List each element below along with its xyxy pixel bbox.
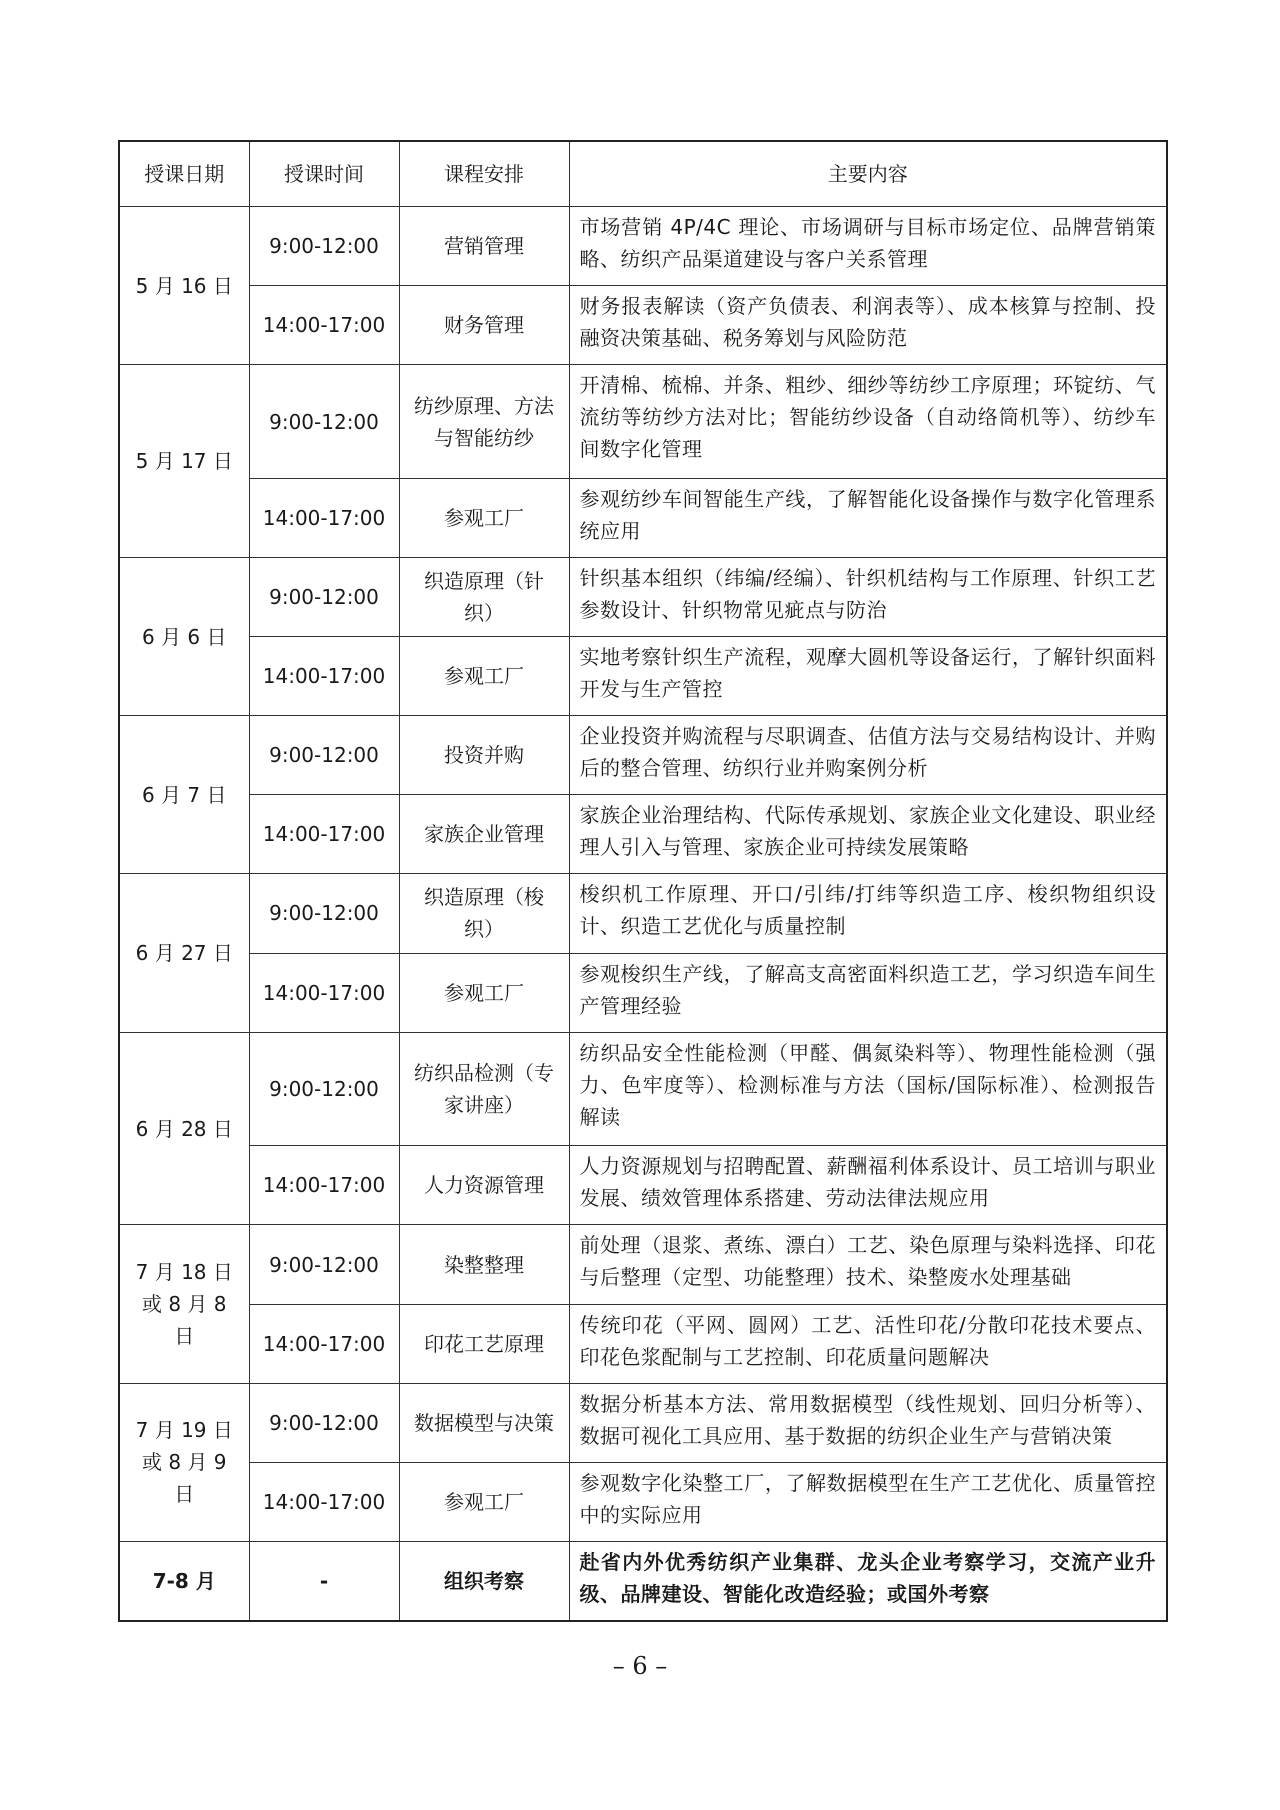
table-row [119,1462,1167,1541]
time-cell: 14:00-17:00 [249,1462,399,1541]
content-cell: 市场营销 4P/4C 理论、市场调研与目标市场定位、品牌营销策略、纺织产品渠道建设与客户关系管理 [569,207,1167,286]
final-row [119,1541,1167,1621]
date-cell: 7 月 18 日或 8 月 8 日 [119,1225,249,1383]
course-cell: 纺纱原理、方法与智能纺纱 [399,365,569,479]
table-row [119,365,1167,479]
table-row [119,207,1167,286]
course-cell: 参观工厂 [399,637,569,716]
course-cell: 纺织品检测（专家讲座） [399,1032,569,1146]
course-cell: 投资并购 [399,716,569,795]
content-cell: 传统印花（平网、圆网）工艺、活性印花/分散印花技术要点、印花色浆配制与工艺控制、印花质量问题解决 [569,1304,1167,1383]
table-row [119,1304,1167,1383]
content-cell: 参观数字化染整工厂，了解数据模型在生产工艺优化、质量管控中的实际应用 [569,1462,1167,1541]
content-cell: 人力资源规划与招聘配置、薪酬福利体系设计、员工培训与职业发展、绩效管理体系搭建、劳动法律法规应用 [569,1146,1167,1225]
time-cell: 14:00-17:00 [249,1146,399,1225]
header-date: 授课日期 [119,141,249,207]
content-cell: 前处理（退浆、煮练、漂白）工艺、染色原理与染料选择、印花与后整理（定型、功能整理）技术、染整废水处理基础 [569,1225,1167,1304]
time-cell: 9:00-12:00 [249,1032,399,1146]
table-row [119,1032,1167,1146]
course-cell: 参观工厂 [399,478,569,557]
date-cell: 5 月 17 日 [119,365,249,558]
table-row [119,716,1167,795]
date-cell: 7-8 月 [119,1541,249,1621]
content-cell: 参观梭织生产线，了解高支高密面料织造工艺，学习织造车间生产管理经验 [569,953,1167,1032]
content-cell: 开清棉、梳棉、并条、粗纱、细纱等纺纱工序原理；环锭纺、气流纺等纺纱方法对比；智能纺纱设备（自动络筒机等）、纺纱车间数字化管理 [569,365,1167,479]
content-cell: 梭织机工作原理、开口/引纬/打纬等织造工序、梭织物组织设计、织造工艺优化与质量控制 [569,874,1167,953]
content-cell: 家族企业治理结构、代际传承规划、家族企业文化建设、职业经理人引入与管理、家族企业可持续发展策略 [569,795,1167,874]
course-cell: 参观工厂 [399,1462,569,1541]
table-row [119,286,1167,365]
time-cell: 14:00-17:00 [249,478,399,557]
time-cell: 14:00-17:00 [249,637,399,716]
table-row [119,795,1167,874]
date-cell: 6 月 7 日 [119,716,249,874]
time-cell: 9:00-12:00 [249,365,399,479]
header-time: 授课时间 [249,141,399,207]
table-row [119,874,1167,953]
time-cell: 9:00-12:00 [249,1225,399,1304]
schedule-table [118,140,1168,1622]
table-row [119,953,1167,1032]
content-cell: 企业投资并购流程与尽职调查、估值方法与交易结构设计、并购后的整合管理、纺织行业并购案例分析 [569,716,1167,795]
page-number: – 6 – [612,1652,668,1680]
content-cell: 赴省内外优秀纺织产业集群、龙头企业考察学习，交流产业升级、品牌建设、智能化改造经验；或国外考察 [569,1541,1167,1621]
table-row [119,1225,1167,1304]
header-course: 课程安排 [399,141,569,207]
date-cell: 7 月 19 日或 8 月 9 日 [119,1383,249,1541]
table-row [119,558,1167,637]
time-cell: 9:00-12:00 [249,558,399,637]
time-cell: - [249,1541,399,1621]
time-cell: 9:00-12:00 [249,716,399,795]
content-cell: 针织基本组织（纬编/经编）、针织机结构与工作原理、针织工艺参数设计、针织物常见疵点与防治 [569,558,1167,637]
course-cell: 营销管理 [399,207,569,286]
course-cell: 染整整理 [399,1225,569,1304]
course-cell: 织造原理（梭织） [399,874,569,953]
time-cell: 14:00-17:00 [249,795,399,874]
date-cell: 6 月 28 日 [119,1032,249,1225]
course-cell: 数据模型与决策 [399,1383,569,1462]
time-cell: 14:00-17:00 [249,1304,399,1383]
course-cell: 参观工厂 [399,953,569,1032]
content-cell: 财务报表解读（资产负债表、利润表等）、成本核算与控制、投融资决策基础、税务筹划与风险防范 [569,286,1167,365]
course-cell: 家族企业管理 [399,795,569,874]
table-row [119,637,1167,716]
table-row [119,1383,1167,1462]
course-cell: 织造原理（针织） [399,558,569,637]
date-cell: 5 月 16 日 [119,207,249,365]
time-cell: 9:00-12:00 [249,207,399,286]
content-cell: 数据分析基本方法、常用数据模型（线性规划、回归分析等）、数据可视化工具应用、基于数据的纺织企业生产与营销决策 [569,1383,1167,1462]
course-cell: 人力资源管理 [399,1146,569,1225]
content-cell: 实地考察针织生产流程，观摩大圆机等设备运行，了解针织面料开发与生产管控 [569,637,1167,716]
time-cell: 9:00-12:00 [249,874,399,953]
course-cell: 组织考察 [399,1541,569,1621]
content-cell: 纺织品安全性能检测（甲醛、偶氮染料等）、物理性能检测（强力、色牢度等）、检测标准与方法（国标/国际标准）、检测报告解读 [569,1032,1167,1146]
time-cell: 9:00-12:00 [249,1383,399,1462]
course-cell: 财务管理 [399,286,569,365]
date-cell: 6 月 6 日 [119,558,249,716]
time-cell: 14:00-17:00 [249,286,399,365]
table-row [119,478,1167,557]
course-cell: 印花工艺原理 [399,1304,569,1383]
date-cell: 6 月 27 日 [119,874,249,1032]
time-cell: 14:00-17:00 [249,953,399,1032]
content-cell: 参观纺纱车间智能生产线，了解智能化设备操作与数字化管理系统应用 [569,478,1167,557]
header-row [119,141,1167,207]
table-row [119,1146,1167,1225]
header-content: 主要内容 [569,141,1167,207]
